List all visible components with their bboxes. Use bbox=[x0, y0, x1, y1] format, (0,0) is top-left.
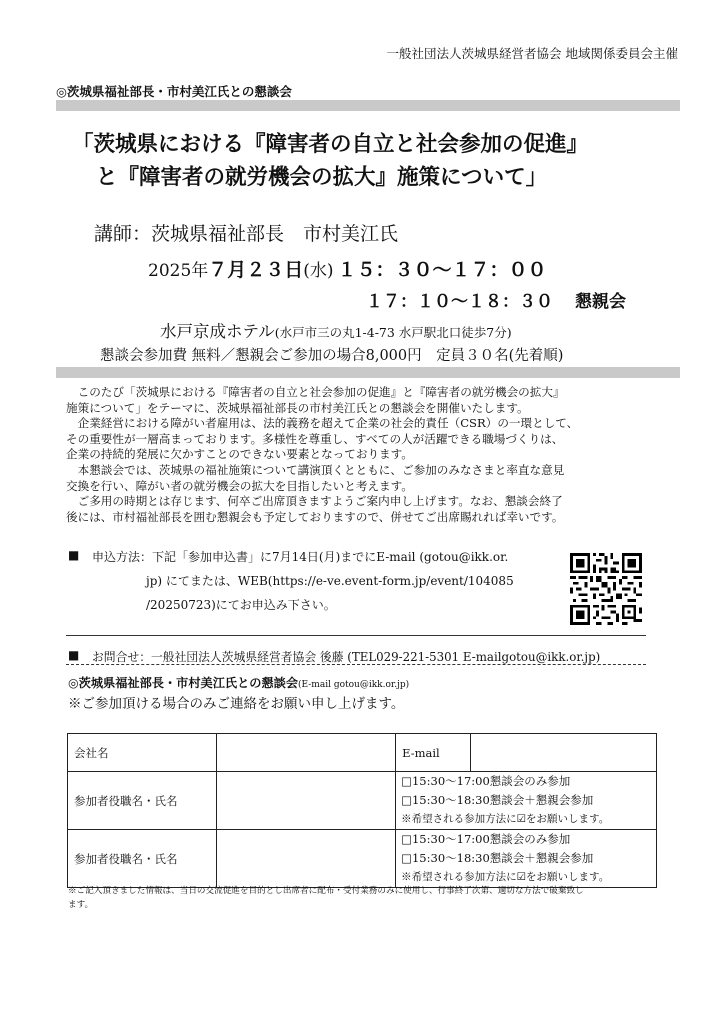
apply-bullet: ■ bbox=[68, 548, 80, 562]
privacy-note-line-1: ※ご記入頂きました情報は、当日の交流促進を目的とし出席者に配布・受付業務のみに使用し、行事終了次第、適切な方法で破棄致し bbox=[68, 886, 584, 896]
schedule-weekday: (水) bbox=[303, 261, 334, 281]
option-meeting-and-reception[interactable]: □15:30～18:30懇談会＋懇親会参加 bbox=[401, 793, 594, 807]
option-meeting-only[interactable]: □15:30～17:00懇談会のみ参加 bbox=[401, 774, 571, 788]
participant-input[interactable] bbox=[216, 772, 395, 830]
form-heading-title: ◎茨城県福祉部長・市村美江氏との懇談会 bbox=[68, 676, 299, 690]
intro-line: 施策について」をテーマに、茨城県福祉部長の市村美江氏との懇談会を開催いたします。 bbox=[66, 400, 529, 415]
company-name-input[interactable] bbox=[216, 734, 395, 772]
option-note: ※希望される参加方法に☑をお願いします。 bbox=[401, 813, 610, 825]
intro-line: 後には、市村福祉部長を囲む懇親会も予定しておりますので、併せてご出席賜れれば幸いです。 bbox=[66, 509, 564, 524]
intro-line: 本懇談会では、茨城県の福祉施策について講演頂くとともに、ご参加のみなさまと率直な意見 bbox=[66, 462, 565, 477]
organizer-label: 一般社団法人茨城県経営者協会 地域関係委員会主催 bbox=[386, 46, 678, 61]
title-line-1: 「茨城県における『障害者の自立と社会参加の促進』 bbox=[72, 132, 589, 157]
participant-input[interactable] bbox=[216, 830, 395, 888]
schedule-date: ７月２３日 bbox=[208, 259, 304, 281]
intro-line: その重要性が一層高まっております。多様性を尊重し、すべての人が活躍できる職場づくりは、 bbox=[66, 431, 564, 446]
schedule-time-1: １５：３０～１７：００ bbox=[337, 259, 547, 281]
apply-line-2: jp) にてまたは、WEB(https://e-ve.event-form.jp/event/104085 bbox=[146, 574, 514, 588]
form-heading-email: (E-mail gotou@ikk.or.jp) bbox=[298, 680, 410, 690]
company-name-label: 会社名 bbox=[68, 734, 217, 772]
intro-line: ご多用の時期とは存じます、何卒ご出席頂きますようご案内申し上げます。なお、懇談会終了 bbox=[66, 494, 563, 509]
attendance-options bbox=[396, 830, 657, 888]
schedule-time-2-label: 懇親会 bbox=[575, 292, 626, 312]
contact-text: お問合せ：一般社団法人茨城県経営者協会 後藤 (TEL029-221-5301 E-mailgotou@ikk.or.jp) bbox=[92, 650, 601, 664]
option-meeting-and-reception[interactable]: □15:30～18:30懇談会＋懇親会参加 bbox=[401, 851, 594, 865]
event-tag: ◎茨城県福祉部長・市村美江氏との懇談会 bbox=[56, 84, 292, 99]
venue-address: (水戸市三の丸1-4-73 水戸駅北口徒歩7分) bbox=[274, 325, 512, 340]
schedule-time-2: １７：１０～１８：３０ bbox=[366, 292, 553, 312]
form-instruction: ※ご参加頂ける場合のみご連絡をお願い申し上げます。 bbox=[68, 696, 405, 712]
fee-line: 懇談会参加費 無料／懇親会ご参加の場合8,000円 定員３０名(先着順) bbox=[100, 348, 564, 364]
participant-label: 参加者役職名・氏名 bbox=[68, 772, 217, 830]
section-bar bbox=[56, 367, 680, 378]
option-note: ※希望される参加方法に☑をお願いします。 bbox=[401, 871, 610, 883]
intro-text bbox=[66, 385, 578, 525]
header-bar bbox=[56, 100, 680, 111]
title-line-2: と『障害者の就労機会の拡大』施策について」 bbox=[96, 165, 548, 190]
registration-form bbox=[67, 733, 657, 888]
apply-line-1: 申込方法：下記「参加申込書」に7月14日(月)までにE-mail (gotou@ikk.or. bbox=[92, 550, 509, 564]
schedule-year: 2025年 bbox=[148, 261, 209, 281]
divider-line bbox=[66, 635, 646, 636]
form-heading bbox=[68, 672, 409, 691]
intro-line: 交換を行い、障がい者の就労機会の拡大を目指したいと考えます。 bbox=[66, 478, 413, 493]
intro-line: 企業経営における障がい者雇用は、法的義務を超えて企業の社会的責任（CSR）の一環として、 bbox=[66, 416, 579, 431]
divider-line bbox=[66, 664, 646, 665]
participant-label: 参加者役職名・氏名 bbox=[68, 830, 217, 888]
email-label: E-mail bbox=[396, 734, 471, 772]
venue-name: 水戸京成ホテル bbox=[160, 322, 275, 341]
venue-line bbox=[160, 318, 512, 342]
qr-code-icon bbox=[570, 553, 642, 625]
schedule-line-2 bbox=[366, 287, 626, 312]
speaker: 講師：茨城県福祉部長 市村美江氏 bbox=[94, 223, 399, 245]
schedule-line bbox=[148, 255, 547, 282]
intro-line: 企業の持続的発展に欠かすことのできない要素となっております。 bbox=[66, 447, 413, 462]
contact-bullet: ■ bbox=[68, 648, 80, 662]
intro-line: このたび「茨城県における『障害者の自立と社会参加の促進』と『障害者の就労機会の拡大』 bbox=[66, 385, 565, 399]
email-input[interactable] bbox=[471, 734, 657, 772]
option-meeting-only[interactable]: □15:30～17:00懇談会のみ参加 bbox=[401, 832, 571, 846]
privacy-note-line-2: ます。 bbox=[68, 900, 94, 910]
attendance-options bbox=[396, 772, 657, 830]
apply-line-3: /20250723)にてお申込み下さい。 bbox=[146, 598, 336, 612]
